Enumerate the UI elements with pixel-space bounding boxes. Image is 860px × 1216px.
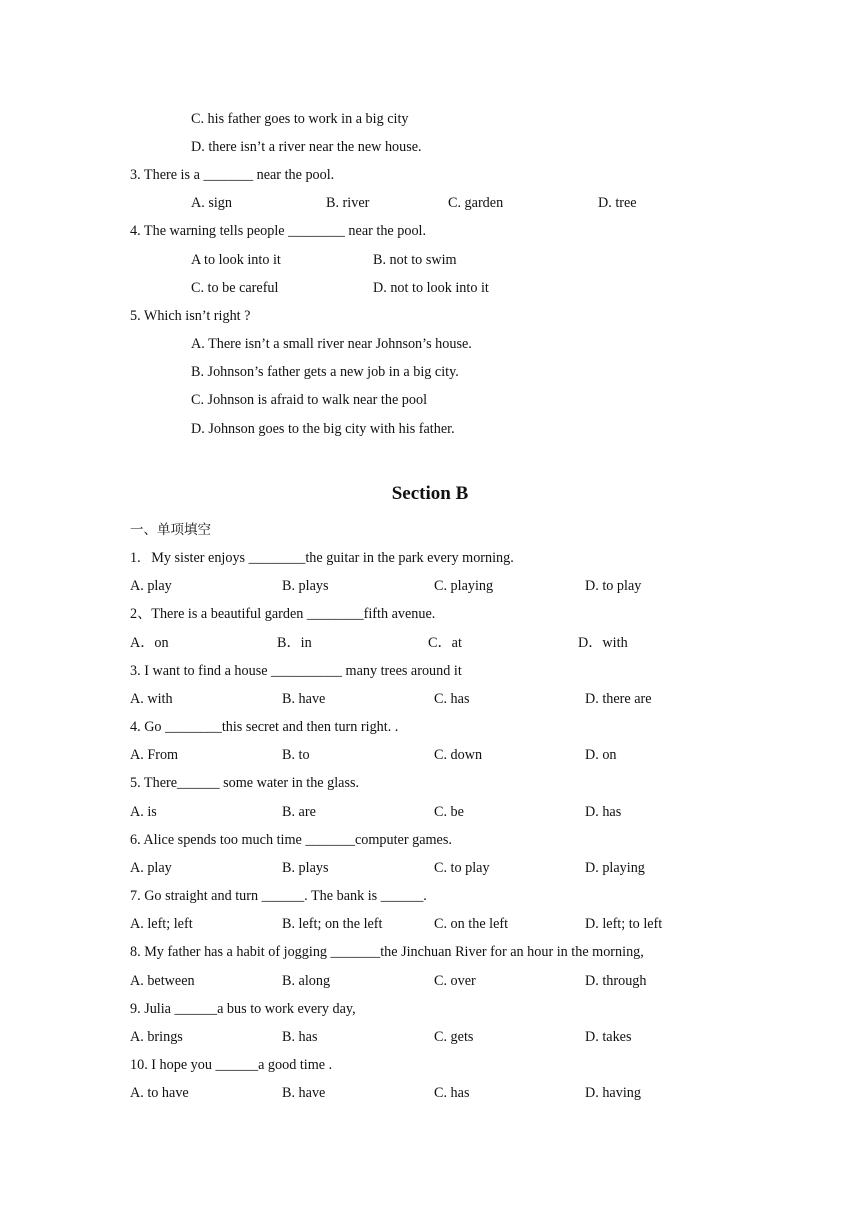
question-stem: 8. My father has a habit of jogging _______the Jinchuan River for an hour in the morning, <box>130 944 644 960</box>
q3-option-a: A. sign <box>191 195 232 211</box>
section-heading: 一、单项填空 <box>130 522 211 538</box>
option-a: A. left; left <box>130 916 193 932</box>
option-c: C. be <box>434 804 464 820</box>
q5-option-d: D. Johnson goes to the big city with his father. <box>191 421 455 437</box>
option-c: C. gets <box>434 1029 474 1045</box>
option-a: A. to have <box>130 1085 189 1101</box>
option-c: C. has <box>434 691 470 707</box>
q5-option-b: B. Johnson’s father gets a new job in a big city. <box>191 364 459 380</box>
option-b: B. to <box>282 747 310 763</box>
question-stem: 1. My sister enjoys ________the guitar in the park every morning. <box>130 550 514 566</box>
question-stem: 3. I want to find a house __________ many trees around it <box>130 663 462 679</box>
option-a: A. From <box>130 747 179 763</box>
option-b: B. plays <box>282 578 329 594</box>
question-stem: 6. Alice spends too much time _______computer games. <box>130 832 452 848</box>
question-stem: 7. Go straight and turn ______. The bank is ______. <box>130 888 427 904</box>
option-d: D. there are <box>585 691 652 707</box>
q3-option-b: B. river <box>326 195 370 211</box>
option-d: D. through <box>585 973 647 989</box>
option-d: D. to play <box>585 578 642 594</box>
option-b: B．in <box>277 635 312 651</box>
option-d: D. has <box>585 804 622 820</box>
option-d: D. takes <box>585 1029 632 1045</box>
q3-option-c: C. garden <box>448 195 504 211</box>
question-stem: 10. I hope you ______a good time . <box>130 1057 333 1073</box>
q3-stem: 3. There is a _______ near the pool. <box>130 167 335 183</box>
q2-option-c: C. his father goes to work in a big city <box>191 111 409 127</box>
option-c: C. playing <box>434 578 494 594</box>
section-title: Section B <box>391 483 469 504</box>
q4-stem: 4. The warning tells people ________ near the pool. <box>130 223 427 239</box>
option-a: A. play <box>130 860 172 876</box>
question-stem: 5. There______ some water in the glass. <box>130 775 360 791</box>
option-a: A. between <box>130 973 195 989</box>
option-b: B. have <box>282 691 326 707</box>
q3-option-d: D. tree <box>598 195 637 211</box>
option-c: C. on the left <box>434 916 509 932</box>
option-a: A. play <box>130 578 172 594</box>
q4-option-a: A to look into it <box>191 252 281 268</box>
option-b: B. have <box>282 1085 326 1101</box>
option-b: B. along <box>282 973 331 989</box>
option-d: D. on <box>585 747 617 763</box>
option-b: B. are <box>282 804 316 820</box>
question-stem: 4. Go ________this secret and then turn right. . <box>130 719 399 735</box>
option-a: A．on <box>130 635 169 651</box>
option-a: A. brings <box>130 1029 183 1045</box>
option-b: B. left; on the left <box>282 916 383 932</box>
option-c: C. over <box>434 973 476 989</box>
option-d: D. having <box>585 1085 641 1101</box>
option-c: C. down <box>434 747 483 763</box>
question-stem: 2、There is a beautiful garden ________fifth avenue. <box>130 606 436 622</box>
option-d: D．with <box>578 635 628 651</box>
question-stem: 9. Julia ______a bus to work every day, <box>130 1001 356 1017</box>
option-c: C. has <box>434 1085 470 1101</box>
option-c: C．at <box>428 635 462 651</box>
option-c: C. to play <box>434 860 490 876</box>
q4-option-b: B. not to swim <box>373 252 457 268</box>
option-b: B. plays <box>282 860 329 876</box>
q2-option-d: D. there isn’t a river near the new house. <box>191 139 422 155</box>
option-d: D. left; to left <box>585 916 663 932</box>
option-b: B. has <box>282 1029 318 1045</box>
q4-option-d: D. not to look into it <box>373 280 489 296</box>
q5-stem: 5. Which isn’t right ? <box>130 308 251 324</box>
option-d: D. playing <box>585 860 645 876</box>
option-a: A. is <box>130 804 157 820</box>
q5-option-c: C. Johnson is afraid to walk near the pool <box>191 392 428 408</box>
q4-option-c: C. to be careful <box>191 280 279 296</box>
q5-option-a: A. There isn’t a small river near Johnson’s house. <box>191 336 472 352</box>
option-a: A. with <box>130 691 173 707</box>
